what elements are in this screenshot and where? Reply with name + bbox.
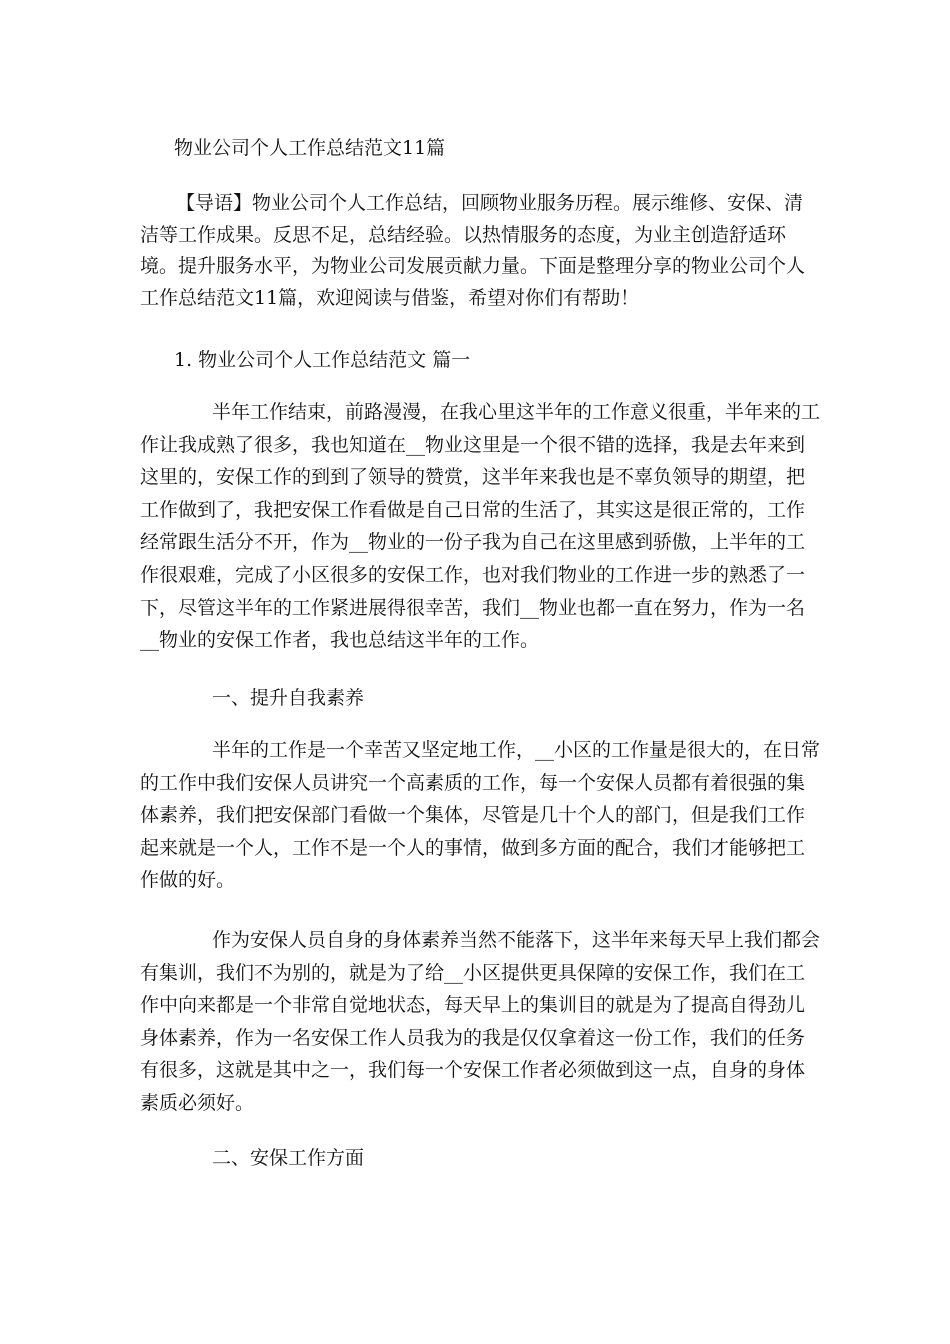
section-heading-2: 二、安保工作方面 xyxy=(212,1147,365,1169)
body-paragraph-1: 半年工作结束，前路漫漫，在我心里这半年的工作意义很重，半年来的工作让我成熟了很多，我也知道在__物业这里是一个很不错的选择，我是去年来到这里的，安保工作的到到了领导的赞赏，这半年来我也是不辜负领导的期望，把工作做到了，我把安保工作看做是自己日常的生活了，其实这是很正常的，工作经常跟生活分不开，作为__物业的一份子我为自己在这里感到骄傲，上半年的工作很艰难，完成了小区很多的安保工作，也对我们物业的工作进一步的熟悉了一下，尽管这半年的工作紧进展得很幸苦，我们__物业也都一直在努力，作为一名__物业的安保工作者，我也总结这半年的工作。 xyxy=(140,401,821,652)
body-paragraph-3: 作为安保人员自身的身体素养当然不能落下，这半年来每天早上我们都会有集训，我们不为别的，就是为了给__小区提供更具保障的安保工作，我们在工作中向来都是一个非常自觉地状态，每天早上的集训目的就是为了提高自得劲儿身体素养，作为一名安保工作人员我为的我是仅仅拿着这一份工作，我们的任务有很多，这就是其中之一，我们每一个安保工作者必须做到这一点，自身的身体素质必须好。 xyxy=(140,929,821,1114)
document-title: 物业公司个人工作总结范文11篇 xyxy=(174,137,446,159)
body-paragraph-2: 半年的工作是一个幸苦又坚定地工作，__小区的工作量是很大的，在日常的工作中我们安保人员讲究一个高素质的工作，每一个安保人员都有着很强的集体素养，我们把安保部门看做一个集体，尽管是几十个人的部门，但是我们工作起来就是一个人，工作不是一个人的事情，做到多方面的配合，我们才能够把工作做的好。 xyxy=(140,739,821,892)
intro-paragraph: 【导语】物业公司个人工作总结，回顾物业服务历程。展示维修、安保、清洁等工作成果。反思不足，总结经验。以热情服务的态度，为业主创造舒适环境。提升服务水平，为物业公司发展贡献力量。下面是整理分享的物业公司个人工作总结范文11篇，欢迎阅读与借鉴，希望对你们有帮助！ xyxy=(140,192,806,309)
article-heading: 1. 物业公司个人工作总结范文 篇一 xyxy=(174,349,471,371)
section-heading-1: 一、提升自我素养 xyxy=(212,687,365,709)
